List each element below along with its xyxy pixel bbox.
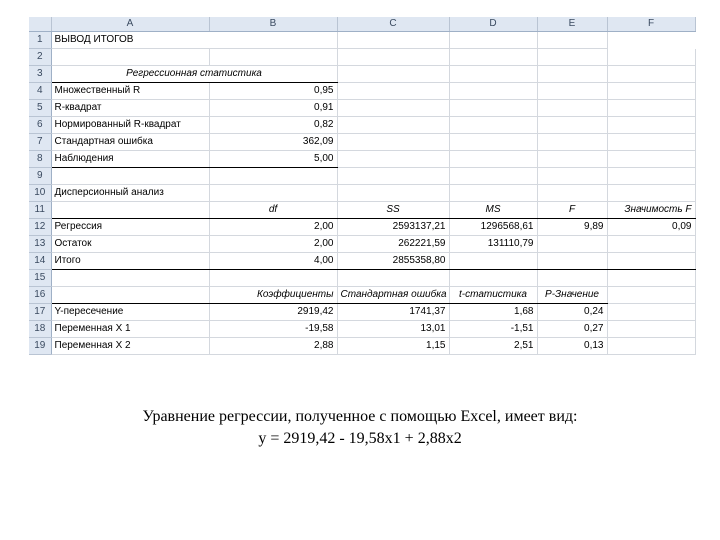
anova-df[interactable]: 4,00 bbox=[209, 253, 337, 270]
cell[interactable] bbox=[51, 202, 209, 219]
table-row bbox=[29, 236, 695, 253]
stat-label[interactable]: Нормированный R-квадрат bbox=[51, 117, 209, 134]
cell[interactable] bbox=[337, 66, 449, 83]
coef-header-p-value[interactable]: P-Значение bbox=[537, 287, 607, 304]
coef-t-stat[interactable]: 2,51 bbox=[449, 338, 537, 355]
cell[interactable] bbox=[337, 151, 449, 168]
coef-std-error[interactable]: 1,15 bbox=[337, 338, 449, 355]
column-header-a[interactable]: A bbox=[51, 17, 209, 32]
anova-df[interactable]: 2,00 bbox=[209, 236, 337, 253]
anova-f[interactable]: 9,89 bbox=[537, 219, 607, 236]
coef-row-label[interactable]: Переменная X 2 bbox=[51, 338, 209, 355]
anova-f[interactable] bbox=[537, 253, 607, 270]
table-row bbox=[29, 100, 695, 117]
cell[interactable] bbox=[537, 66, 607, 83]
cell[interactable] bbox=[449, 66, 537, 83]
coef-row-label[interactable]: Y-пересечение bbox=[51, 304, 209, 321]
cell[interactable] bbox=[337, 117, 449, 134]
cell[interactable] bbox=[449, 83, 537, 100]
cell[interactable] bbox=[337, 83, 449, 100]
output-title: ВЫВОД ИТОГОВ bbox=[54, 34, 134, 45]
coef-row-label[interactable]: Переменная X 1 bbox=[51, 321, 209, 338]
row-header[interactable]: 9 bbox=[29, 168, 51, 185]
row-header[interactable]: 5 bbox=[29, 100, 51, 117]
cell[interactable] bbox=[607, 83, 695, 100]
table-row bbox=[29, 49, 695, 66]
cell[interactable] bbox=[537, 185, 607, 202]
cell[interactable] bbox=[449, 49, 537, 66]
cell[interactable] bbox=[537, 134, 607, 151]
row-header[interactable]: 18 bbox=[29, 321, 51, 338]
cell[interactable] bbox=[537, 168, 607, 185]
table-row bbox=[29, 287, 695, 304]
coef-value[interactable]: -19,58 bbox=[209, 321, 337, 338]
cell[interactable] bbox=[537, 100, 607, 117]
cell[interactable] bbox=[449, 151, 537, 168]
anova-ms[interactable]: 131110,79 bbox=[449, 236, 537, 253]
coef-header-std-error[interactable]: Стандартная ошибка bbox=[337, 287, 449, 304]
stat-label[interactable]: Наблюдения bbox=[51, 151, 209, 168]
anova-title[interactable]: Дисперсионный анализ bbox=[51, 185, 209, 202]
stat-value[interactable]: 0,82 bbox=[209, 117, 337, 134]
table-row bbox=[29, 168, 695, 185]
cell[interactable] bbox=[51, 270, 209, 287]
row-header[interactable]: 4 bbox=[29, 83, 51, 100]
row-header[interactable]: 12 bbox=[29, 219, 51, 236]
cell[interactable] bbox=[607, 270, 695, 287]
column-header-e[interactable]: E bbox=[537, 17, 607, 32]
column-header-c[interactable]: C bbox=[337, 17, 449, 32]
column-header-d[interactable]: D bbox=[449, 17, 537, 32]
cell[interactable] bbox=[537, 117, 607, 134]
table-row bbox=[29, 83, 695, 100]
anova-ss[interactable]: 2855358,80 bbox=[337, 253, 449, 270]
row-header[interactable]: 15 bbox=[29, 270, 51, 287]
cell[interactable] bbox=[449, 117, 537, 134]
anova-header-f[interactable]: F bbox=[537, 202, 607, 219]
coef-t-stat[interactable]: 1,68 bbox=[449, 304, 537, 321]
cell[interactable] bbox=[449, 100, 537, 117]
anova-header-significance[interactable]: Значимость F bbox=[607, 202, 695, 219]
cell[interactable] bbox=[537, 83, 607, 100]
row-header[interactable]: 3 bbox=[29, 66, 51, 83]
cell[interactable] bbox=[337, 134, 449, 151]
cell[interactable] bbox=[337, 168, 449, 185]
anova-ms[interactable]: 1296568,61 bbox=[449, 219, 537, 236]
spreadsheet bbox=[29, 17, 695, 359]
cell[interactable] bbox=[449, 270, 537, 287]
row-header[interactable]: 6 bbox=[29, 117, 51, 134]
cell[interactable] bbox=[607, 49, 695, 66]
cell[interactable] bbox=[209, 168, 337, 185]
select-all-corner[interactable] bbox=[29, 17, 51, 32]
row-header[interactable]: 11 bbox=[29, 202, 51, 219]
cell[interactable] bbox=[337, 32, 449, 49]
table-row bbox=[29, 134, 695, 151]
table-row bbox=[29, 202, 695, 219]
cell[interactable] bbox=[607, 287, 695, 304]
coef-header-coefficients[interactable]: Коэффициенты bbox=[209, 287, 337, 304]
row-header[interactable]: 7 bbox=[29, 134, 51, 151]
cell[interactable] bbox=[607, 100, 695, 117]
cell[interactable] bbox=[607, 117, 695, 134]
coef-value[interactable]: 2919,42 bbox=[209, 304, 337, 321]
table-row bbox=[29, 66, 695, 83]
row-header[interactable]: 13 bbox=[29, 236, 51, 253]
cell[interactable] bbox=[209, 185, 337, 202]
anova-significance[interactable] bbox=[607, 236, 695, 253]
anova-ms[interactable] bbox=[449, 253, 537, 270]
anova-ss[interactable]: 262221,59 bbox=[337, 236, 449, 253]
row-header[interactable]: 16 bbox=[29, 287, 51, 304]
row-header[interactable]: 8 bbox=[29, 151, 51, 168]
anova-significance[interactable]: 0,09 bbox=[607, 219, 695, 236]
row-header[interactable]: 19 bbox=[29, 338, 51, 355]
cell[interactable] bbox=[607, 134, 695, 151]
row-header[interactable]: 14 bbox=[29, 253, 51, 270]
anova-row-label[interactable]: Регрессия bbox=[51, 219, 209, 236]
cell[interactable] bbox=[51, 287, 209, 304]
cell[interactable] bbox=[209, 270, 337, 287]
column-header-b[interactable]: B bbox=[209, 17, 337, 32]
table-row bbox=[29, 253, 695, 270]
column-header-row bbox=[29, 17, 695, 32]
stat-label[interactable]: R-квадрат bbox=[51, 100, 209, 117]
cell[interactable] bbox=[51, 49, 209, 66]
regression-stats-header[interactable]: Регрессионная статистика bbox=[51, 66, 337, 83]
table-row bbox=[29, 304, 695, 321]
coef-p-value[interactable]: 0,27 bbox=[537, 321, 607, 338]
table-row bbox=[29, 321, 695, 338]
cell[interactable] bbox=[607, 338, 695, 355]
anova-significance[interactable] bbox=[607, 253, 695, 270]
anova-row-label[interactable]: Остаток bbox=[51, 236, 209, 253]
anova-header-ss[interactable]: SS bbox=[337, 202, 449, 219]
row-header[interactable]: 1 bbox=[29, 32, 51, 49]
anova-header-df[interactable]: df bbox=[209, 202, 337, 219]
cell[interactable] bbox=[337, 185, 449, 202]
coef-std-error[interactable]: 13,01 bbox=[337, 321, 449, 338]
anova-row-label[interactable]: Итого bbox=[51, 253, 209, 270]
anova-ss[interactable]: 2593137,21 bbox=[337, 219, 449, 236]
cell[interactable] bbox=[607, 304, 695, 321]
cell[interactable] bbox=[537, 32, 607, 49]
cell[interactable] bbox=[209, 49, 337, 66]
cell[interactable] bbox=[51, 168, 209, 185]
cell[interactable] bbox=[537, 151, 607, 168]
stat-value[interactable]: 362,09 bbox=[209, 134, 337, 151]
cell[interactable] bbox=[537, 270, 607, 287]
table-row bbox=[29, 270, 695, 287]
stat-value[interactable]: 5,00 bbox=[209, 151, 337, 168]
coef-t-stat[interactable]: -1,51 bbox=[449, 321, 537, 338]
cell[interactable] bbox=[607, 151, 695, 168]
coef-header-t-stat[interactable]: t-статистика bbox=[449, 287, 537, 304]
anova-f[interactable] bbox=[537, 236, 607, 253]
cell[interactable] bbox=[449, 168, 537, 185]
anova-df[interactable]: 2,00 bbox=[209, 219, 337, 236]
coef-std-error[interactable]: 1741,37 bbox=[337, 304, 449, 321]
stat-value[interactable]: 0,91 bbox=[209, 100, 337, 117]
stat-value[interactable]: 0,95 bbox=[209, 83, 337, 100]
row-header[interactable]: 10 bbox=[29, 185, 51, 202]
cell[interactable] bbox=[337, 49, 449, 66]
spreadsheet-grid bbox=[29, 17, 696, 355]
table-row bbox=[29, 219, 695, 236]
stat-label[interactable]: Множественный R bbox=[51, 83, 209, 100]
cell[interactable] bbox=[537, 49, 607, 66]
column-header-f[interactable]: F bbox=[607, 17, 695, 32]
table-row bbox=[29, 185, 695, 202]
table-row bbox=[29, 151, 695, 168]
cell[interactable] bbox=[607, 66, 695, 83]
stat-label[interactable]: Стандартная ошибка bbox=[51, 134, 209, 151]
cell[interactable] bbox=[449, 32, 537, 49]
title-cell[interactable] bbox=[51, 32, 337, 49]
row-header[interactable]: 17 bbox=[29, 304, 51, 321]
coef-value[interactable]: 2,88 bbox=[209, 338, 337, 355]
coef-p-value[interactable]: 0,24 bbox=[537, 304, 607, 321]
cell[interactable] bbox=[449, 134, 537, 151]
cell[interactable] bbox=[337, 100, 449, 117]
cell[interactable] bbox=[607, 321, 695, 338]
cell[interactable] bbox=[449, 185, 537, 202]
regression-equation: y = 2919,42 - 19,58x1 + 2,88x2 bbox=[258, 430, 462, 447]
table-row bbox=[29, 32, 695, 49]
row-header[interactable]: 2 bbox=[29, 49, 51, 66]
table-row bbox=[29, 117, 695, 134]
cell[interactable] bbox=[607, 185, 695, 202]
cell[interactable] bbox=[337, 270, 449, 287]
coef-p-value[interactable]: 0,13 bbox=[537, 338, 607, 355]
cell[interactable] bbox=[607, 168, 695, 185]
anova-header-ms[interactable]: MS bbox=[449, 202, 537, 219]
caption-line-1: Уравнение регрессии, полученное с помощью Excel, имеет вид: bbox=[142, 408, 578, 425]
table-row bbox=[29, 338, 695, 355]
